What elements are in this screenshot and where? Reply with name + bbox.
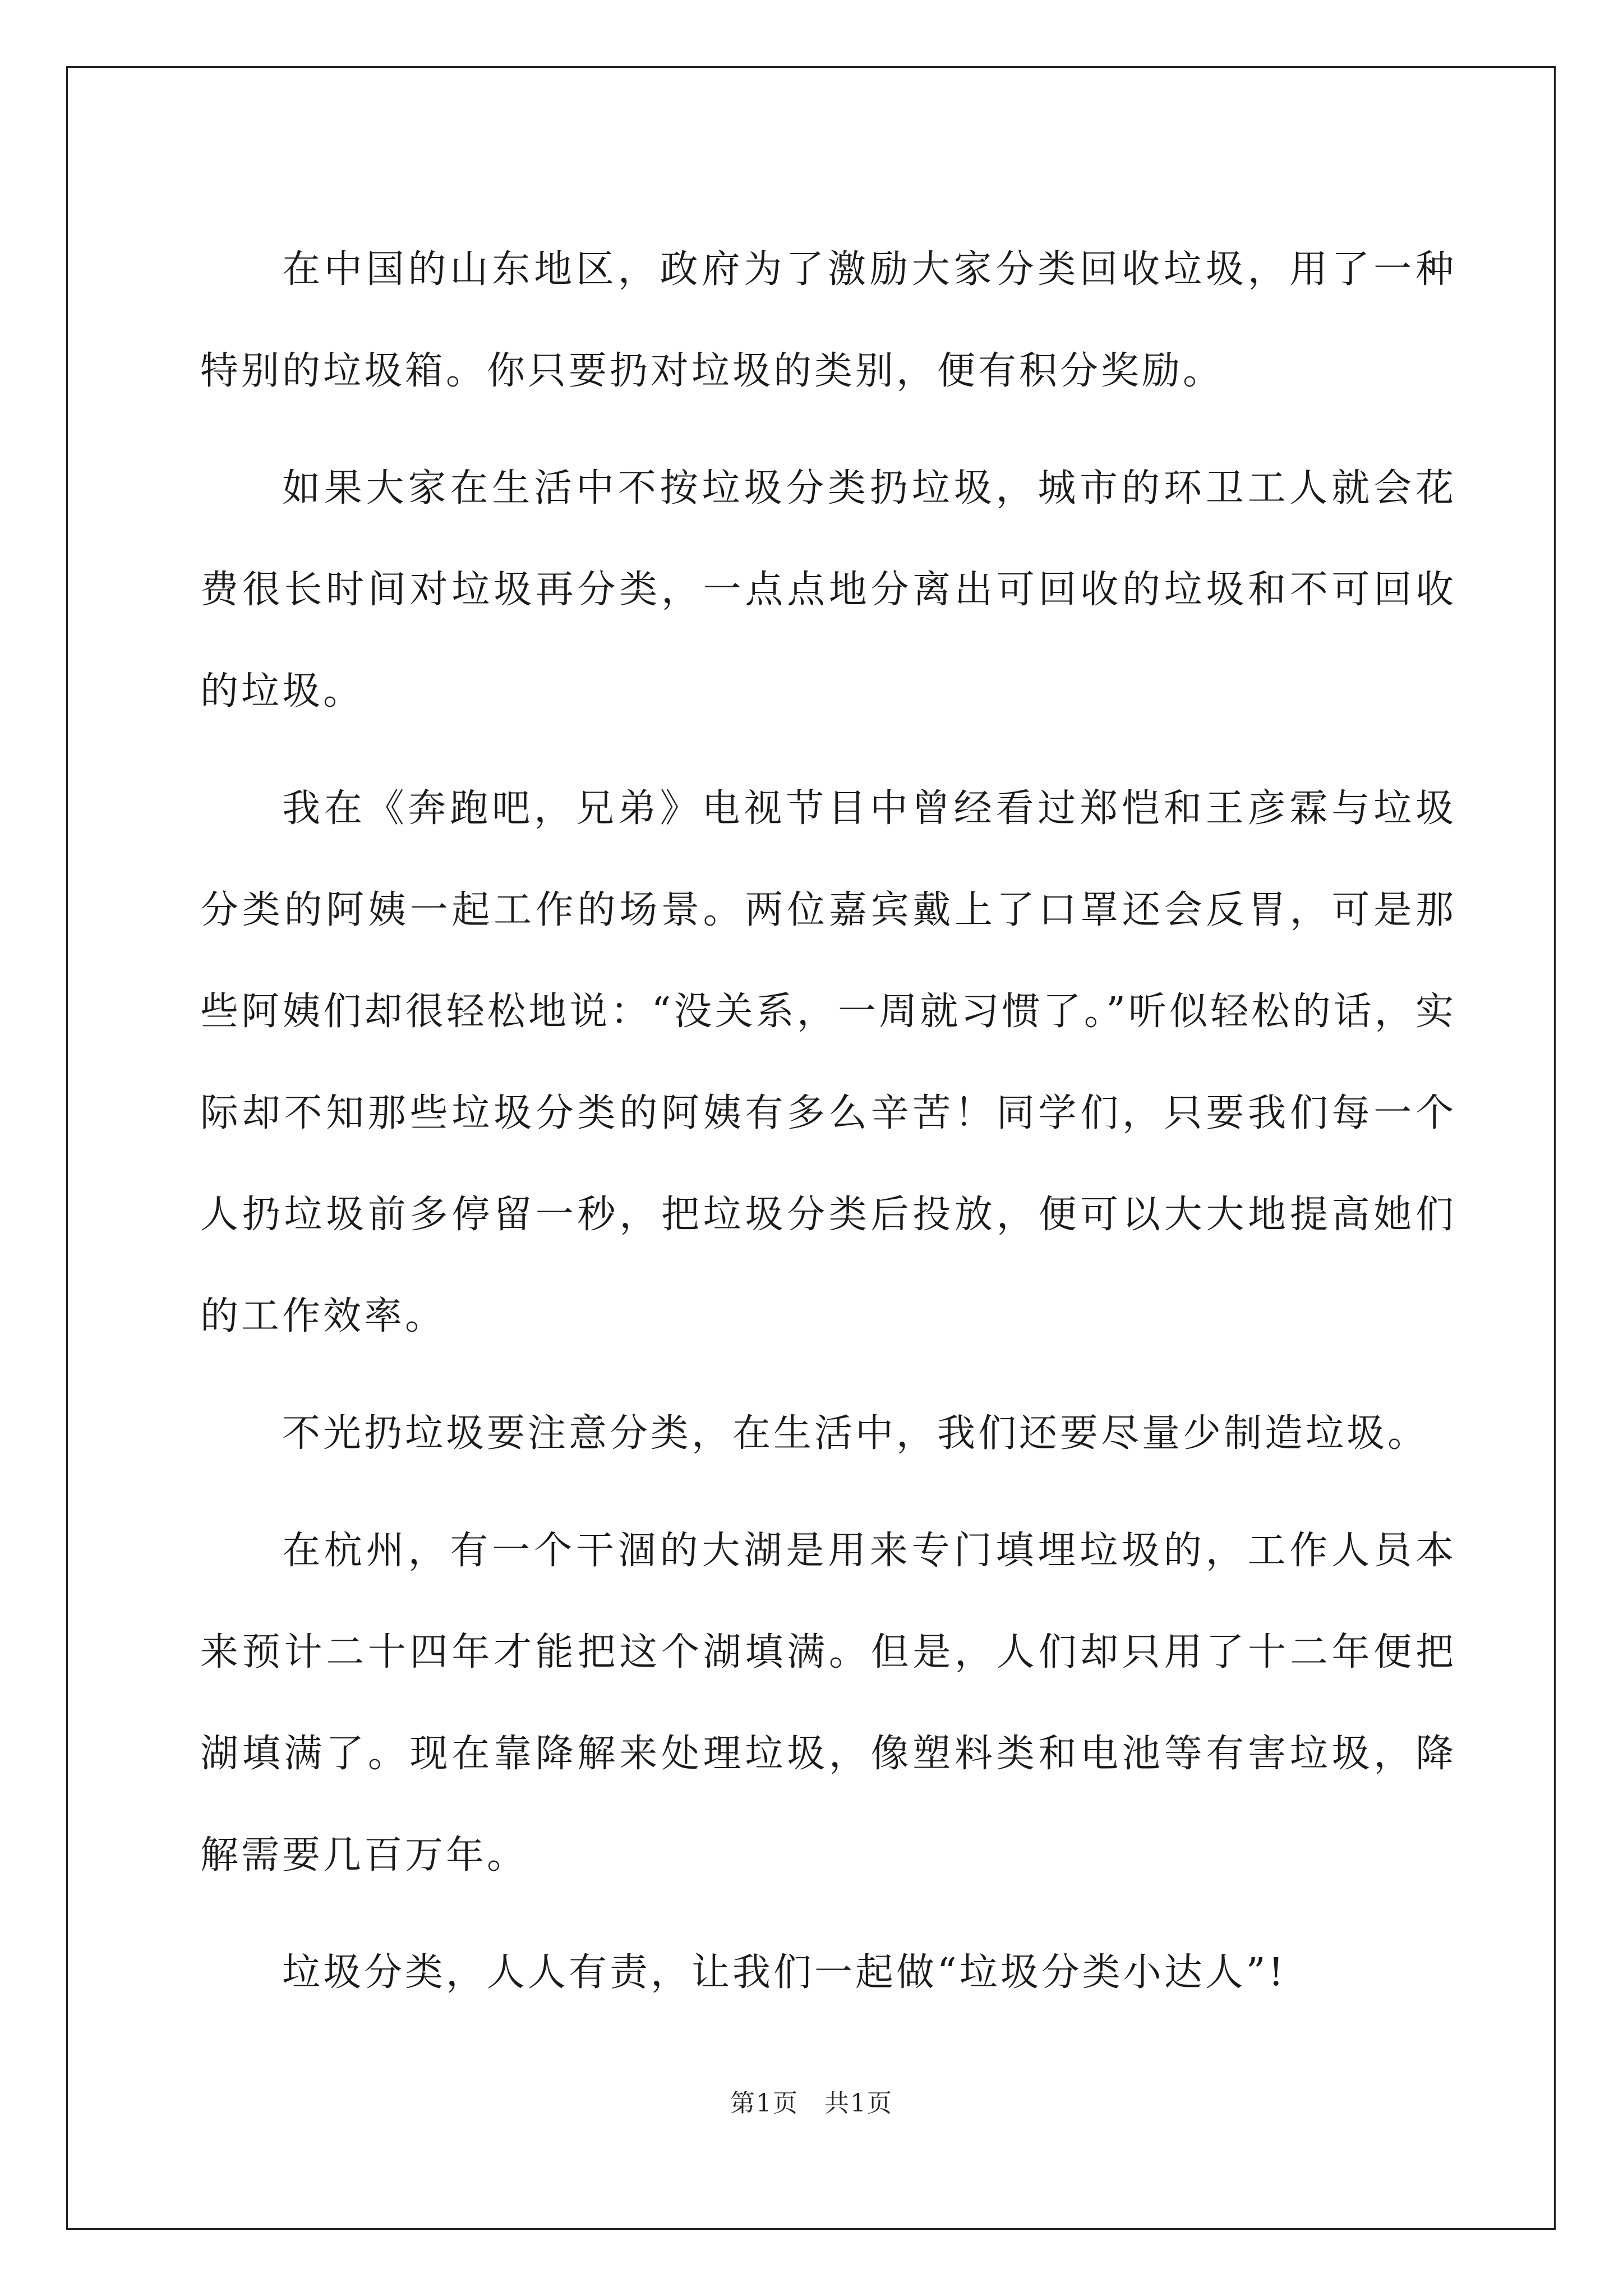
- paragraph-2: 如果大家在生活中不按垃圾分类扔垃圾，城市的环卫工人就会花费很长时间对垃圾再分类，一点点地分离出可回收的垃圾和不可回收的垃圾。: [200, 466, 1456, 714]
- page-footer: 第1页 共1页: [730, 2089, 893, 2118]
- paragraph-1: 在中国的山东地区，政府为了激励大家分类回收垃圾，用了一种特别的垃圾箱。你只要扔对垃圾的类别，便有积分奖励。: [200, 247, 1456, 393]
- document-body: [200, 219, 1456, 2039]
- paragraph-3: 我在《奔跑吧，兄弟》电视节目中曾经看过郑恺和王彦霖与垃圾分类的阿姨一起工作的场景。两位嘉宾戴上了口罩还会反胃，可是那些阿姨们却很轻松地说：“没关系，一周就习惯了。”听似轻松的话，实际却不知那些垃圾分类的阿姨有多么辛苦！同学们，只要我们每一个人扔垃圾前多停留一秒，把垃圾分类后投放，便可以大大地提高她们的工作效率。: [200, 786, 1456, 1338]
- paragraph-5: 在杭州，有一个干涸的大湖是用来专门填埋垃圾的，工作人员本来预计二十四年才能把这个湖填满。但是，人们却只用了十二年便把湖填满了。现在靠降解来处理垃圾，像塑料类和电池等有害垃圾，降解需要几百万年。: [200, 1529, 1456, 1878]
- paragraph-4: 不光扔垃圾要注意分类，在生活中，我们还要尽量少制造垃圾。: [282, 1411, 1429, 1456]
- paragraph-6: 垃圾分类，人人有责，让我们一起做“垃圾分类小达人”!: [282, 1950, 1287, 1995]
